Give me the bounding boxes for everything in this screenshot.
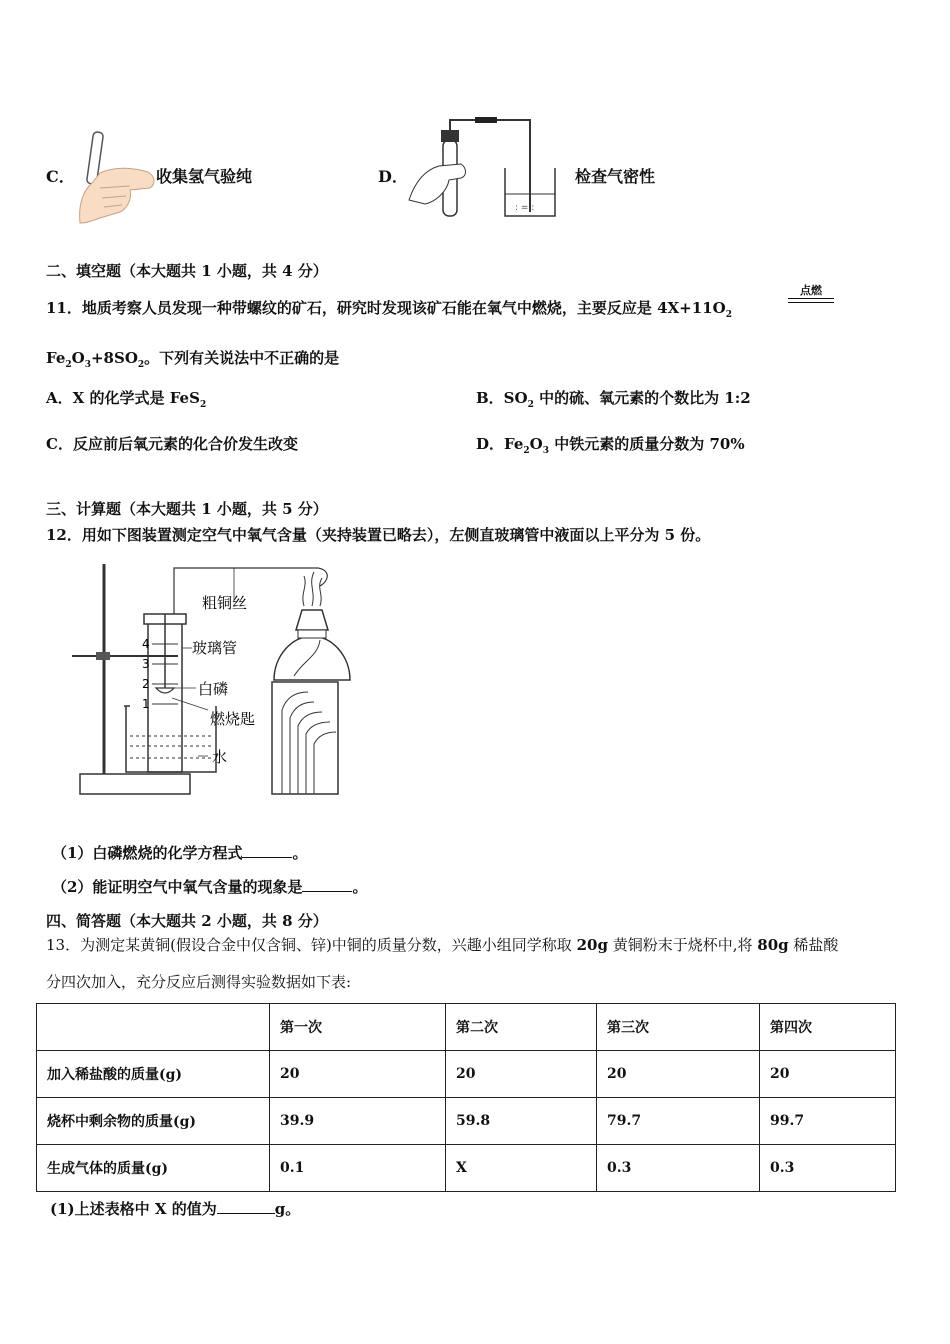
section-2-title: 二、填空题（本大题共 1 小题，共 4 分） [46, 262, 328, 280]
table-cell: 39.9 [270, 1098, 446, 1145]
table-cell: 99.7 [760, 1098, 896, 1145]
table-row [37, 1051, 896, 1098]
label-combustion-spoon: 燃烧匙 [210, 710, 256, 728]
q11-stem-line1: 11．地质考察人员发现一种带螺纹的矿石，研究时发现该矿石能在氧气中燃烧，主要反应是 $4X+11O_2$ [46, 299, 732, 320]
option-c-text: 收集氢气验纯 [156, 167, 253, 186]
q13-stem-line1: 13．为测定某黄铜(假设合金中仅含铜、锌)中铜的质量分数，兴趣小组同学称取 20g 黄铜粉末于烧杯中,将 80g 稀盐酸 [46, 936, 839, 954]
label-glass-tube: 玻璃管 [192, 639, 238, 657]
scale-2: 2 [142, 677, 150, 691]
label-white-phosphorus: 白磷 [198, 680, 229, 698]
answer-blank-2[interactable] [302, 877, 352, 892]
table-cell: 0.3 [597, 1145, 760, 1192]
table-cell: X [446, 1145, 597, 1192]
q12-stem: 12．用如下图装置测定空气中氧气含量（夹持装置已略去），左侧直玻璃管中液面以上平分为 5 份。 [46, 526, 711, 544]
reaction-condition: 点燃 [800, 284, 822, 297]
q13-stem-line2: 分四次加入，充分反应后测得实验数据如下表: [46, 973, 352, 991]
label-copper-wire: 粗铜丝 [202, 594, 248, 612]
option-d-text: 检查气密性 [575, 167, 656, 186]
hand-holding-test-tube-figure [70, 128, 165, 228]
table-cell: 加入稀盐酸的质量(g) [37, 1051, 270, 1098]
table-cell: 20 [760, 1051, 896, 1098]
equals-line-top [788, 298, 834, 299]
table-cell: 生成气体的质量(g) [37, 1145, 270, 1192]
q11-option-c: C．反应前后氧元素的化合价发生改变 [46, 435, 298, 453]
table-cell: 0.3 [760, 1145, 896, 1192]
scale-3: 3 [142, 657, 150, 671]
section-4-title: 四、简答题（本大题共 2 小题，共 8 分） [46, 912, 328, 930]
table-header-cell: 第四次 [760, 1004, 896, 1051]
q12-sub1: （1）白磷燃烧的化学方程式 。 [52, 844, 308, 862]
q11-option-b: B．$SO_2$ 中的硫、氧元素的个数比为 1:2 [476, 389, 751, 410]
q11-stem-line2: $Fe_2O_3+8SO_2$。下列有关说法中不正确的是 [46, 349, 340, 370]
q11-option-a: A．X 的化学式是 FeS$_2$ [46, 389, 207, 410]
q11-option-d: D．$Fe_2O_3$ 中铁元素的质量分数为 70% [476, 435, 745, 456]
svg-text:: = :: : = : [515, 203, 535, 213]
scale-4: 4 [142, 637, 150, 651]
table-cell: 20 [597, 1051, 760, 1098]
answer-blank-x[interactable] [217, 1199, 275, 1214]
table-cell: 20 [270, 1051, 446, 1098]
table-header-cell: 第三次 [597, 1004, 760, 1051]
table-row [37, 1145, 896, 1192]
label-water: 水 [212, 748, 228, 766]
table-cell: 0.1 [270, 1145, 446, 1192]
table-header-row [37, 1004, 896, 1051]
table-header-cell: 第一次 [270, 1004, 446, 1051]
answer-blank-1[interactable] [242, 843, 292, 858]
phosphorus-oxygen-apparatus-figure [68, 560, 368, 800]
equals-line-bottom [788, 302, 834, 303]
option-c-letter: C． [46, 167, 75, 186]
section-3-title: 三、计算题（本大题共 1 小题，共 5 分） [46, 500, 328, 518]
airtightness-check-apparatus-figure [405, 112, 565, 224]
table-cell: 59.8 [446, 1098, 597, 1145]
table-cell: 烧杯中剩余物的质量(g) [37, 1098, 270, 1145]
table-cell: 20 [446, 1051, 597, 1098]
q13-sub1: (1)上述表格中 X 的值为 g。 [50, 1200, 301, 1218]
table-row [37, 1098, 896, 1145]
experiment-data-table [36, 1003, 896, 1192]
q12-sub2: （2）能证明空气中氧气含量的现象是 。 [52, 878, 368, 896]
scale-1: 1 [142, 697, 150, 711]
table-header-cell: 第二次 [446, 1004, 597, 1051]
option-d-letter: D． [378, 167, 408, 186]
table-header-cell [37, 1004, 270, 1051]
table-cell: 79.7 [597, 1098, 760, 1145]
